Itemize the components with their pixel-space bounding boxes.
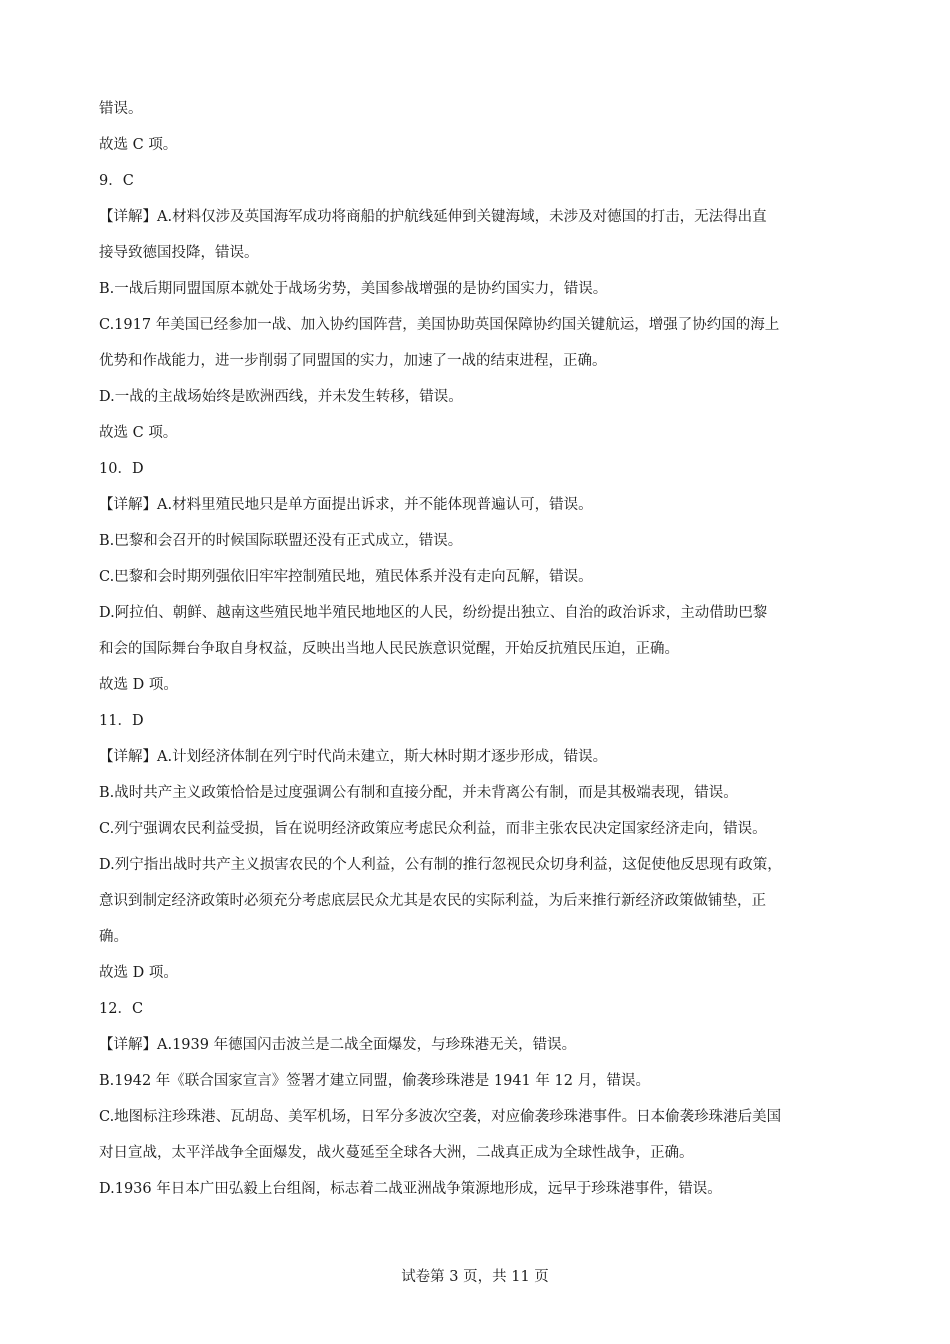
text-line: B.巴黎和会召开的时候国际联盟还没有正式成立，错误。	[99, 533, 463, 549]
text-line: 故选 D 项。	[99, 677, 178, 693]
question-number-11: 11．D	[99, 713, 144, 729]
text-line: D.一战的主战场始终是欧洲西线，并未发生转移，错误。	[99, 389, 463, 405]
text-line: D.1936 年日本广田弘毅上台组阁，标志着二战亚洲战争策源地形成，远早于珍珠港事件，错误。	[99, 1181, 722, 1197]
answer-content	[99, 97, 859, 1201]
text-line: 错误。	[99, 101, 143, 117]
text-line: 【详解】A.材料仅涉及英国海军成功将商船的护航线延伸到关键海域，未涉及对德国的打击，无法得出直	[99, 209, 767, 225]
text-line: 【详解】A.计划经济体制在列宁时代尚未建立，斯大林时期才逐步形成，错误。	[99, 749, 608, 765]
text-line: C.巴黎和会时期列强依旧牢牢控制殖民地，殖民体系并没有走向瓦解，错误。	[99, 569, 593, 585]
page-footer: 试卷第 3 页，共 11 页	[401, 1269, 549, 1285]
text-line: 故选 D 项。	[99, 965, 178, 981]
question-number-9: 9．C	[99, 173, 134, 189]
text-line: C.列宁强调农民利益受损，旨在说明经济政策应考虑民众利益，而非主张农民决定国家经济走向，错误。	[99, 821, 767, 837]
text-line: D.阿拉伯、朝鲜、越南这些殖民地半殖民地地区的人民，纷纷提出独立、自治的政治诉求，主动借助巴黎	[99, 605, 768, 621]
text-line: B.一战后期同盟国原本就处于战场劣势，美国参战增强的是协约国实力，错误。	[99, 281, 608, 297]
text-line: 接导致德国投降，错误。	[99, 245, 259, 261]
text-line: B.战时共产主义政策恰恰是过度强调公有制和直接分配，并未背离公有制，而是其极端表现，错误。	[99, 785, 738, 801]
question-number-10: 10．D	[99, 461, 144, 477]
text-line: 意识到制定经济政策时必须充分考虑底层民众尤其是农民的实际利益，为后来推行新经济政策做铺垫，正	[99, 893, 766, 909]
text-line: 故选 C 项。	[99, 137, 178, 153]
text-line: 【详解】A.1939 年德国闪击波兰是二战全面爆发，与珍珠港无关，错误。	[99, 1037, 577, 1053]
text-line: 【详解】A.材料里殖民地只是单方面提出诉求，并不能体现普遍认可，错误。	[99, 497, 593, 513]
text-line: D.列宁指出战时共产主义损害农民的个人利益，公有制的推行忽视民众切身利益，这促使他反思现有政策，	[99, 857, 782, 873]
text-line: C.地图标注珍珠港、瓦胡岛、美军机场，日军分多波次空袭，对应偷袭珍珠港事件。日本偷袭珍珠港后美国	[99, 1109, 782, 1125]
text-line: B.1942 年《联合国家宣言》签署才建立同盟，偷袭珍珠港是 1941 年 12 月，错误。	[99, 1073, 651, 1089]
text-line: 优势和作战能力，进一步削弱了同盟国的实力，加速了一战的结束进程，正确。	[99, 353, 607, 369]
text-line: 故选 C 项。	[99, 425, 178, 441]
text-line: 对日宣战，太平洋战争全面爆发，战火蔓延至全球各大洲，二战真正成为全球性战争，正确。	[99, 1145, 694, 1161]
text-line: 和会的国际舞台争取自身权益，反映出当地人民民族意识觉醒，开始反抗殖民压迫，正确。	[99, 641, 679, 657]
text-line: C.1917 年美国已经参加一战、加入协约国阵营，美国协助英国保障协约国关键航运，增强了协约国的海上	[99, 317, 780, 333]
text-line: 确。	[99, 929, 128, 945]
question-number-12: 12．C	[99, 1001, 144, 1017]
